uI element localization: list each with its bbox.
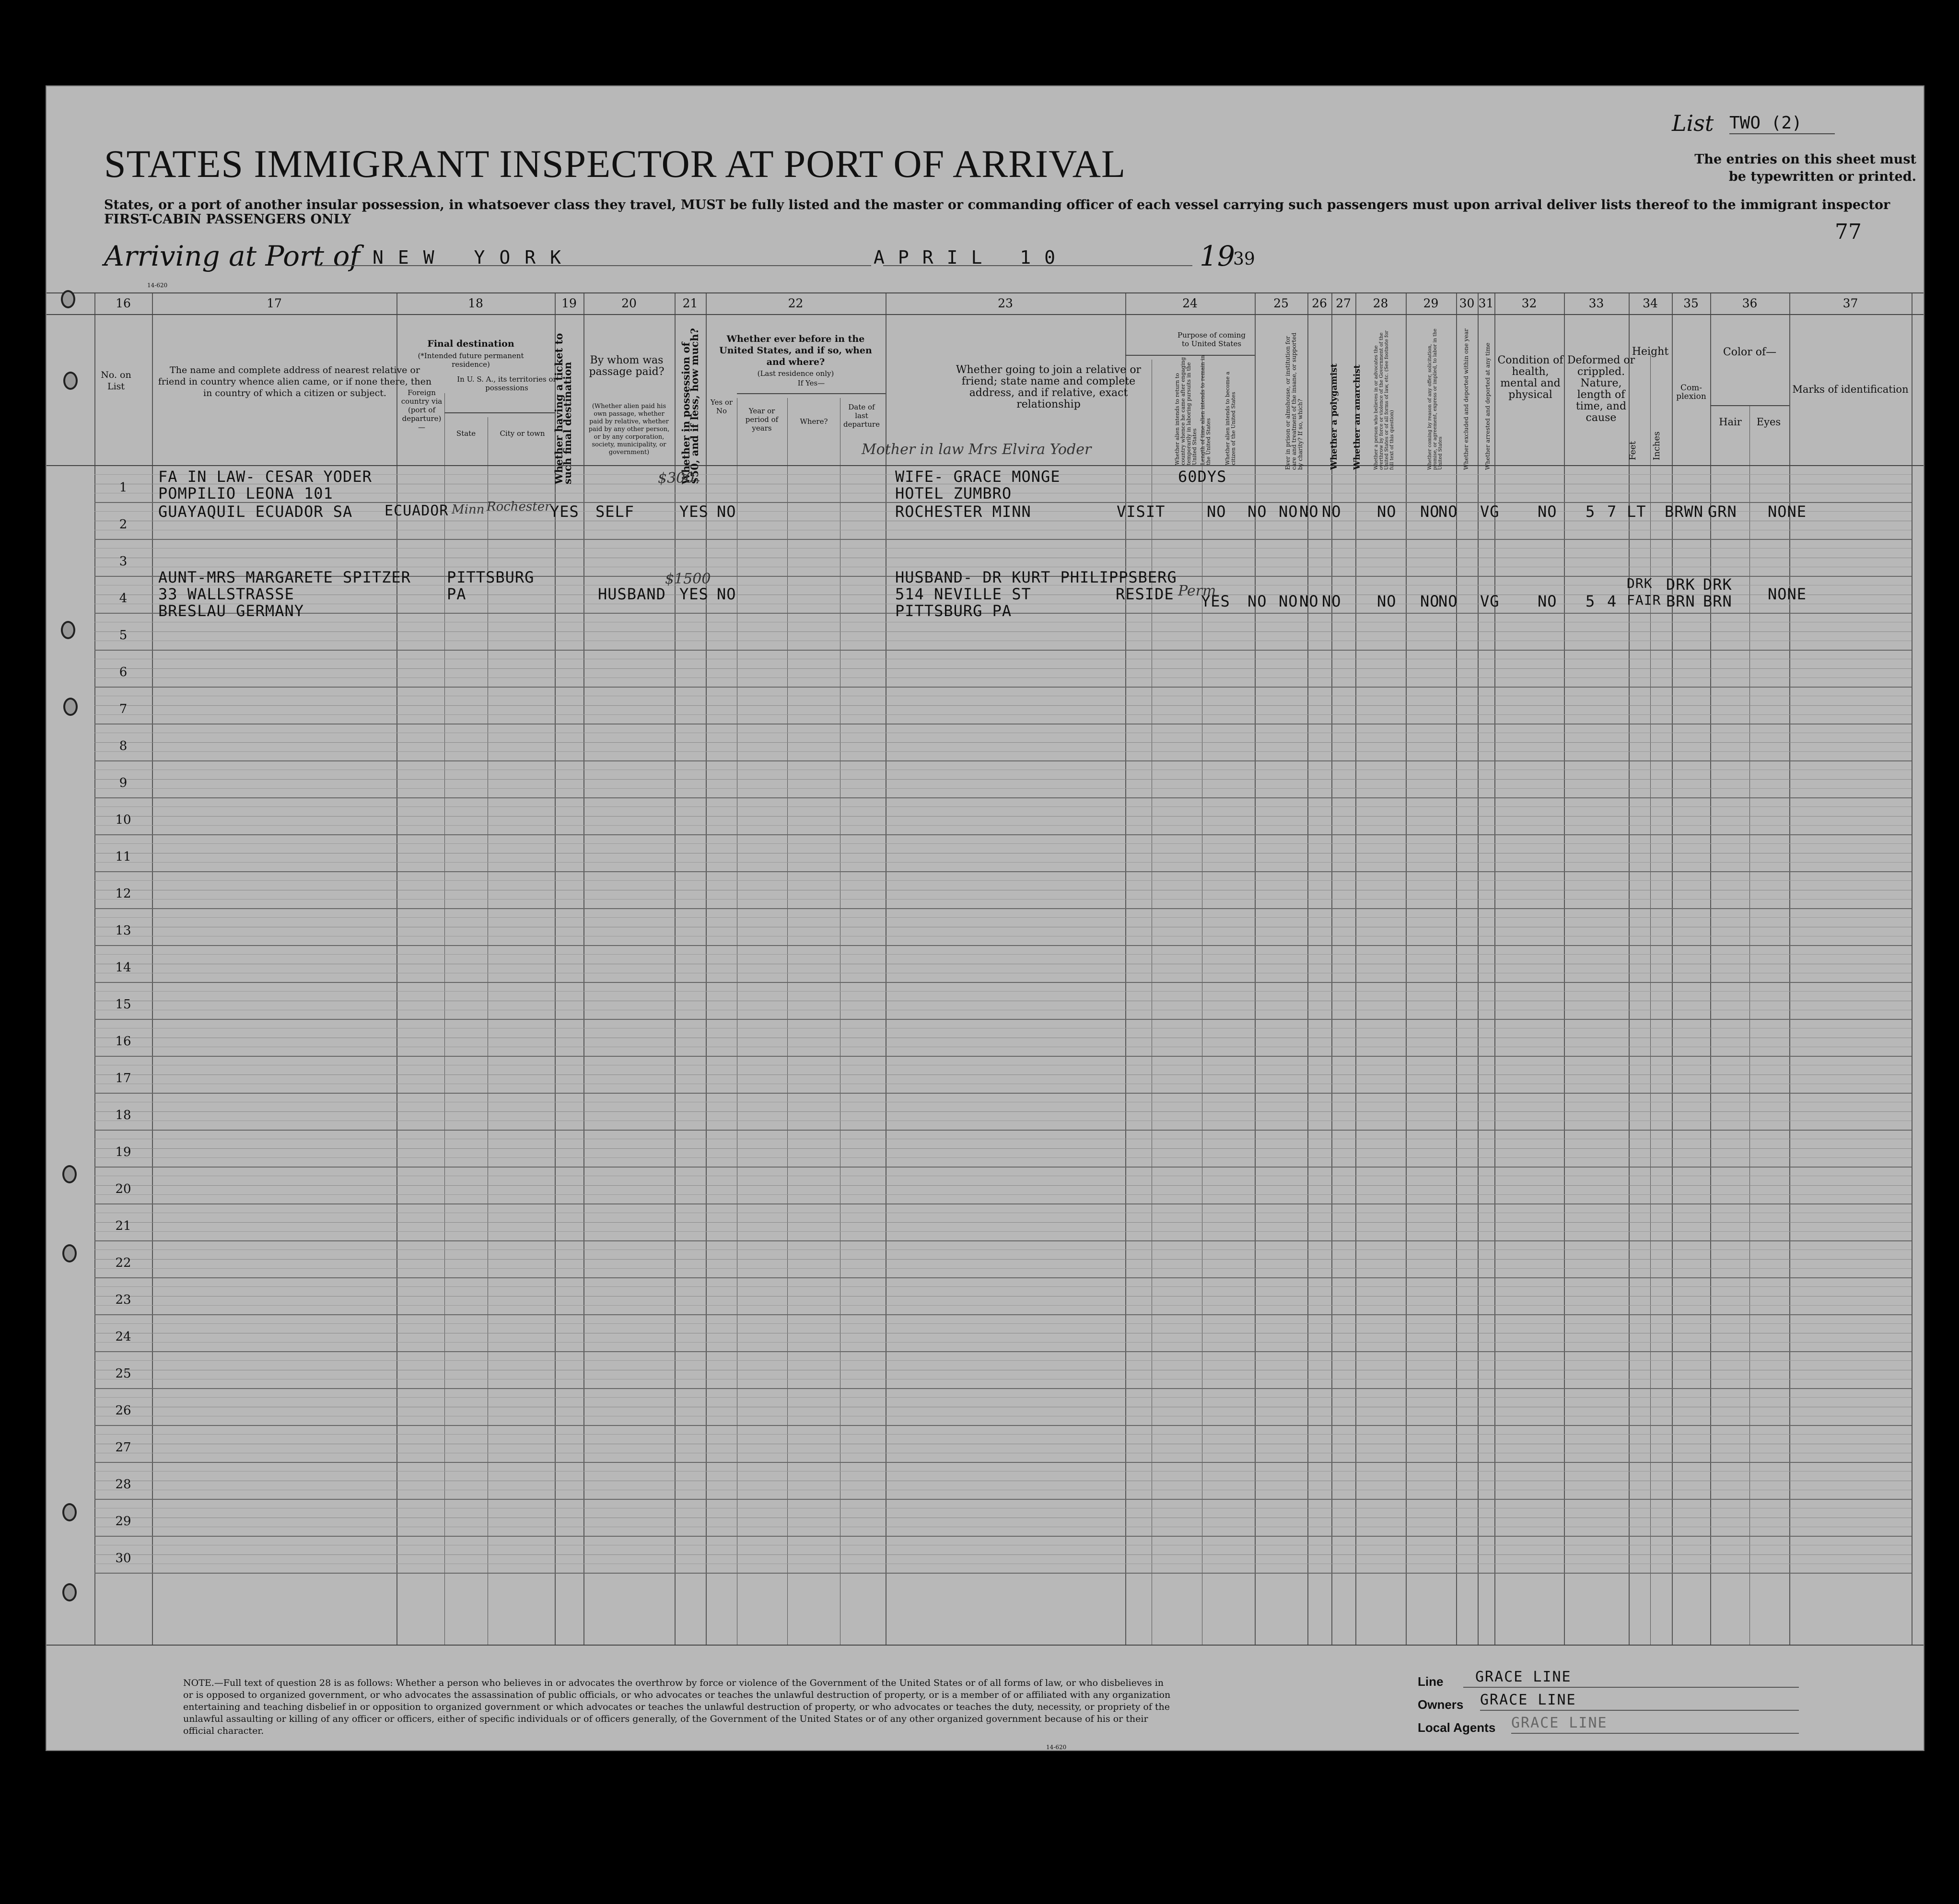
col36-title: Color of—	[1723, 346, 1777, 358]
row-number: 9	[119, 776, 128, 790]
row-number: 19	[115, 1145, 131, 1159]
entry2-complexion-line1: DRK	[1627, 575, 1653, 591]
column-number: 32	[1521, 296, 1537, 310]
row-number: 25	[115, 1367, 131, 1381]
owners-label: Owners	[1418, 1697, 1464, 1712]
form-number-top: 14-620	[147, 282, 168, 289]
entry1-eyes: GRN	[1708, 502, 1737, 521]
entry1-feet: 5	[1586, 502, 1596, 521]
col26-header: Whether a polygamist	[1329, 363, 1339, 470]
col22-title: Whether ever before in the United States, and if so, when and where?	[719, 334, 872, 367]
col21-header: Whether in possession of $50, and if less, how much?	[680, 328, 700, 484]
row-number: 28	[115, 1477, 131, 1492]
owners-value: GRACE LINE	[1480, 1692, 1576, 1708]
entry1-anarchist: NO	[1299, 502, 1319, 521]
entry2-citizen: YES	[1201, 592, 1230, 610]
row-number: 15	[115, 997, 131, 1012]
manifest-sheet	[46, 85, 1924, 1751]
col22-subtitle: (Last residence only)	[757, 369, 834, 378]
row-number: 10	[115, 813, 131, 827]
entry2-deformed: NO	[1538, 592, 1557, 610]
entry1-length: 60DYS	[1178, 467, 1227, 486]
entry2-state: PITTSBURG	[447, 568, 535, 586]
entry2-relative-line3: BRESLAU GERMANY	[158, 602, 304, 620]
col18-title: Final destination	[427, 339, 514, 349]
column-number: 33	[1588, 296, 1604, 310]
entry2-relative-line2: 33 WALLSTRASSE	[158, 585, 294, 603]
entry2-state-line2: PA	[447, 585, 466, 603]
agents-underline	[1511, 1733, 1799, 1734]
port-value: NEW YORK	[373, 247, 576, 268]
col18-city-header: City or town	[500, 429, 545, 438]
col30-header: Whether excluded and deported within one year	[1463, 328, 1469, 470]
col18-foreign-header: Foreign country via (port of departure)—	[401, 388, 443, 432]
binding-hole	[62, 1503, 77, 1521]
entry2-length-handwritten: Perm	[1178, 583, 1216, 599]
column-number: 25	[1273, 296, 1289, 310]
col23-header: Whether going to join a relative or friend; state name and complete address, and if relative, exact relationship	[956, 364, 1142, 410]
column-number: 28	[1373, 296, 1388, 310]
column-number: 31	[1478, 296, 1494, 310]
entry1-q29: NO	[1377, 502, 1397, 521]
entry1-join-line2: HOTEL ZUMBRO	[895, 484, 1012, 502]
entry1-join-line3: ROCHESTER MINN	[895, 502, 1031, 521]
page-number: 77	[1835, 220, 1862, 244]
row-number: 13	[115, 923, 131, 938]
entry1-relative-line2: POMPILIO LEONA 101	[158, 484, 333, 502]
row-number: 14	[115, 960, 131, 975]
entry1-q31: NO	[1438, 502, 1458, 521]
row-number: 21	[115, 1219, 131, 1233]
col20-note: (Whether alien paid his own passage, whether paid by relative, whether paid by any other person, or by any corporation, society, municipality, or government)	[588, 403, 670, 456]
entry2-hair-line2: BRN	[1666, 592, 1695, 610]
col33-header: Deformed or crippled. Nature, length of time, and cause	[1567, 354, 1635, 424]
entry1-join-handwritten: Mother in law Mrs Elvira Yoder	[862, 441, 1092, 458]
entry1-state-handwritten: Minn	[452, 502, 485, 517]
entry2-q31: NO	[1438, 592, 1458, 610]
entry1-q30: NO	[1420, 502, 1440, 521]
entry1-before-in-us: NO	[717, 502, 736, 521]
column-number: 34	[1643, 296, 1658, 310]
entry1-q28: NO	[1322, 502, 1341, 521]
entry1-inches: 7	[1607, 502, 1617, 521]
arriving-label: Arriving at Port of	[104, 240, 360, 272]
col20-header: By whom was passage paid?	[589, 354, 665, 378]
col22-ifyes-header: If Yes—	[797, 379, 825, 387]
row-number: 23	[115, 1293, 131, 1307]
binding-hole	[62, 1244, 77, 1262]
entry1-prison: NO	[1248, 502, 1267, 521]
column-number: 24	[1182, 296, 1198, 310]
entry1-join-line1: WIFE- GRACE MONGE	[895, 467, 1061, 486]
column-number: 21	[682, 296, 698, 310]
entry2-q30: NO	[1420, 592, 1440, 610]
entry1-relative-line3: GUAYAQUIL ECUADOR SA	[158, 502, 353, 521]
column-number: 37	[1842, 296, 1858, 310]
row-number: 5	[119, 628, 128, 642]
col18-subtitle: (*Intended future permanent residence)	[418, 351, 524, 369]
column-number: 26	[1312, 296, 1327, 310]
column-number: 30	[1459, 296, 1475, 310]
column-number: 29	[1423, 296, 1439, 310]
passenger-class: FIRST-CABIN PASSENGERS ONLY	[104, 212, 351, 227]
entry2-marks: NONE	[1768, 585, 1807, 603]
row-number: 7	[119, 702, 128, 716]
col18-usa-header: In U. S. A., its territories or possessions	[457, 375, 557, 392]
row-number: 11	[115, 850, 131, 864]
entry1-relative-line1: FA IN LAW- CESAR YODER	[158, 467, 372, 486]
binding-hole	[62, 1583, 77, 1601]
footnote-question-28: NOTE.—Full text of question 28 is as follows: Whether a person who believes in or advocates the overthrow by force or violence of the Government of the United States or of all forms of law, or who disbelieves in or is opposed to organized government, or who advocates the assassination of public officials, or who advocates or teaches the unlawful destruction of property, or is a member of or affiliated with any organization entertaining and teaching disbelief in or opposition to organized government or which advocates or teaches the unlawful destruction of property, or who advocates or teaches the duty, necessity, or propriety of the unlawful assaulting or killing of any officer or officers, either of specific individuals or of officers generally, of the Government of the United States or of any other organized government because of his or their official character.	[183, 1678, 1171, 1736]
entry2-money-handwritten: $1500	[665, 571, 711, 587]
col34-feet-header: Feet	[1628, 441, 1638, 460]
entry2-join-line2: 514 NEVILLE ST	[895, 585, 1031, 603]
row-number: 1	[119, 480, 128, 495]
line-value: GRACE LINE	[1475, 1669, 1572, 1685]
column-number: 35	[1683, 296, 1699, 310]
list-label: List	[1672, 110, 1714, 136]
entry2-eyes-line2: BRN	[1703, 592, 1732, 610]
entry2-q28: NO	[1322, 592, 1341, 610]
row-number: 22	[115, 1256, 131, 1270]
entry2-q29: NO	[1377, 592, 1397, 610]
entry1-polygamist: NO	[1279, 502, 1298, 521]
column-number: 22	[788, 296, 804, 310]
port-underline	[315, 265, 871, 266]
column-number: 36	[1742, 296, 1758, 310]
entry1-money: YES	[679, 502, 709, 521]
row-number: 2	[119, 517, 128, 532]
col34-title: Height	[1632, 346, 1669, 358]
col19-header: Whether having a ticket to such final destination	[553, 333, 573, 484]
entry1-health: VG	[1480, 502, 1500, 521]
entry2-anarchist: NO	[1299, 592, 1319, 610]
entry1-ticket: YES	[550, 502, 579, 521]
entry1-deformed: NO	[1538, 502, 1557, 521]
col24-title: Purpose of coming to United States	[1178, 331, 1246, 348]
entry2-eyes-line1: DRK	[1703, 575, 1732, 594]
col22-where-header: Where?	[800, 417, 828, 426]
col22-year-header: Year or period of years	[745, 407, 779, 432]
column-number: 27	[1336, 296, 1351, 310]
row-number: 8	[119, 739, 128, 753]
col22-date-header: Date of last departure	[843, 403, 880, 429]
row-number: 18	[115, 1108, 131, 1122]
owners-underline	[1480, 1710, 1799, 1711]
row-number: 17	[115, 1071, 131, 1086]
row-number: 6	[119, 665, 128, 679]
col16-header: No. on List	[101, 370, 131, 392]
entry1-money-handwritten: $300	[658, 470, 695, 487]
agents-value: GRACE LINE	[1511, 1715, 1608, 1731]
entry1-hair: BRWN	[1665, 502, 1704, 521]
row-number: 20	[115, 1182, 131, 1196]
binding-hole	[63, 372, 78, 390]
entry2-before-in-us: NO	[717, 585, 736, 603]
column-number: 18	[468, 296, 483, 310]
binding-hole	[63, 698, 78, 716]
entry2-money: YES	[679, 585, 709, 603]
row-number: 27	[115, 1440, 131, 1455]
entry2-complexion-line2: FAIR	[1627, 592, 1661, 608]
row-number: 16	[115, 1034, 131, 1049]
entry1-foreign-country: ECUADOR	[385, 502, 449, 519]
row-number: 3	[119, 554, 128, 569]
line-underline	[1463, 1687, 1799, 1688]
col28-header: Whether a person who believes in or advocates the overthrow by force or violence of the Government of the United States or of all forms of law, etc. (See footnote for full text of this question)	[1374, 330, 1395, 470]
col27-header: Whether an anarchist	[1352, 364, 1362, 470]
entry2-paid-by: HUSBAND	[598, 585, 666, 603]
list-underline	[1729, 133, 1835, 134]
column-number: 20	[621, 296, 637, 310]
entry2-health: VG	[1480, 592, 1500, 610]
entry2-join-line1: HUSBAND- DR KURT PHILIPPSBERG	[895, 568, 1177, 586]
column-number: 23	[998, 296, 1013, 310]
entry2-inches: 4	[1607, 592, 1617, 610]
col32-header: Condition of health, mental and physical	[1497, 354, 1563, 401]
col25-header: Ever in prison or almshouse, or institution for care and treatment of the insane, or supported by charity? If so, which?	[1284, 332, 1304, 470]
col36-eyes-header: Eyes	[1756, 416, 1781, 428]
col35-header: Com-plexion	[1676, 383, 1706, 401]
list-value: TWO (2)	[1729, 113, 1802, 133]
binding-hole	[61, 290, 75, 308]
col34-inches-header: Inches	[1652, 431, 1662, 460]
entry1-marks: NONE	[1768, 502, 1807, 521]
entry2-hair-line1: DRK	[1666, 575, 1695, 594]
col17-header: The name and complete address of nearest relative or friend in country whence alien came, or if none there, then in country of which a citizen or subject.	[158, 365, 432, 398]
row-number: 30	[115, 1551, 131, 1565]
row-number: 29	[115, 1514, 131, 1529]
binding-hole	[61, 621, 75, 639]
year-suffix: 39	[1233, 249, 1255, 269]
instructions-text: States, or a port of another insular possession, in whatsoever class they travel, MUST be fully listed and the master or commanding officer of each vessel carrying such passengers must upon arrival deliver lists thereof to the immigrant inspector	[104, 198, 1890, 212]
entry2-join-line3: PITTSBURG PA	[895, 602, 1012, 620]
entry1-complexion: LT	[1627, 502, 1646, 521]
col18-state-header: State	[456, 429, 476, 438]
entry1-city-handwritten: Rochester	[487, 500, 551, 514]
entry2-purpose: RESIDE	[1116, 585, 1174, 603]
col24-return-header: Whether alien intends to return to country whence he came after engaging temporarily in laboring pursuits in the United States	[1174, 357, 1198, 465]
col29-header: Whether coming by reason of any offer, solicitation, promise, or agreement, express or implied, to labor in the United States	[1427, 328, 1443, 470]
entry1-paid-by: SELF	[595, 502, 635, 521]
entry1-purpose: VISIT	[1117, 502, 1166, 521]
col31-header: Whether arrested and deported at any time	[1484, 342, 1491, 470]
line-label: Line	[1418, 1674, 1444, 1689]
col24-length-header: Length of time alien intends to remain in the United States	[1200, 355, 1212, 465]
form-number-bottom: 14-620	[1046, 1744, 1067, 1751]
entry1-citizen: NO	[1207, 502, 1226, 521]
column-number: 17	[267, 296, 282, 310]
row-number: 24	[115, 1330, 131, 1344]
col24-citizen-header: Whether alien intends to become a citizen of the United States	[1224, 371, 1236, 465]
date-value: APRIL 10	[874, 247, 1069, 268]
column-number: 16	[116, 296, 131, 310]
col37-header: Marks of identification	[1792, 384, 1909, 395]
page-title: STATES IMMIGRANT INSPECTOR AT PORT OF ARRIVAL	[104, 142, 1126, 186]
binding-hole	[62, 1165, 77, 1183]
agents-label: Local Agents	[1418, 1720, 1496, 1735]
row-number: 12	[115, 887, 131, 901]
entry2-relative-line1: AUNT-MRS MARGARETE SPITZER	[158, 568, 411, 586]
col22-yesno-header: Yes or No	[710, 398, 733, 415]
entry2-polygamist: NO	[1279, 592, 1298, 610]
row-number: 4	[119, 591, 128, 606]
row-number: 26	[115, 1403, 131, 1418]
date-underline	[883, 265, 1192, 266]
entry2-feet: 5	[1586, 592, 1596, 610]
entries-note: The entries on this sheet must be typewritten or printed.	[1694, 152, 1916, 184]
entry2-prison: NO	[1248, 592, 1267, 610]
column-number: 19	[561, 296, 577, 310]
col36-hair-header: Hair	[1719, 416, 1742, 428]
year-prefix: 19	[1200, 240, 1235, 272]
